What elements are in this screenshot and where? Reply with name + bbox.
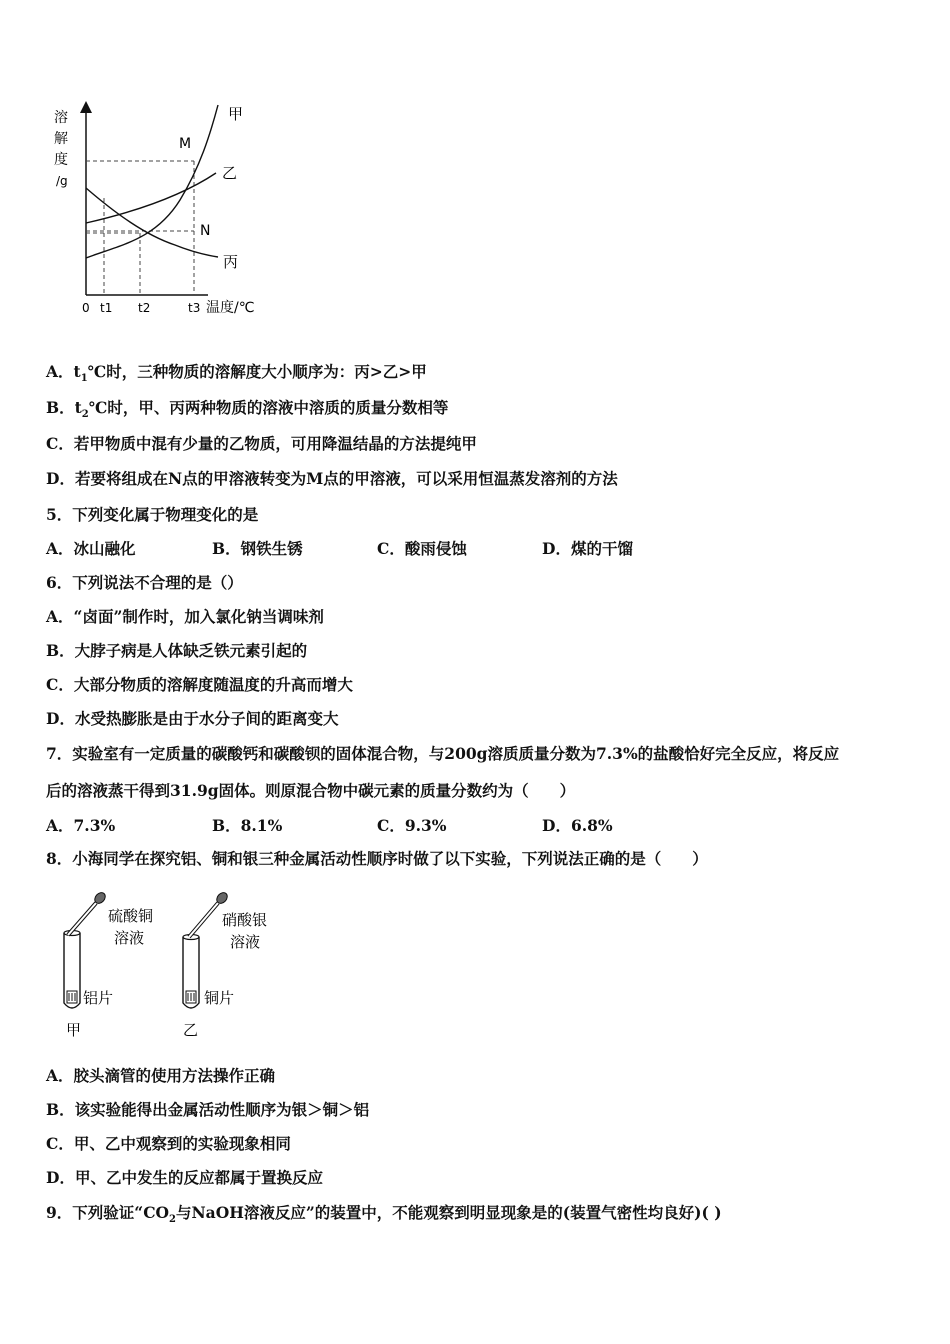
label-jia: 甲	[228, 105, 244, 123]
solubility-graph	[40, 95, 280, 330]
point-m-label: M	[179, 136, 192, 152]
q8-option-d: D．甲、乙中发生的反应都属于置换反应	[46, 1168, 323, 1187]
q7-stem-line2: 后的溶液蒸干得到31.9g固体。则原混合物中碳元素的质量分数约为（ ）	[46, 781, 576, 800]
q7-option-a: A．7.3%	[46, 816, 116, 835]
curve-bing	[86, 188, 218, 257]
q5-option-b: B．钢铁生锈	[212, 539, 303, 558]
curve-yi	[86, 173, 216, 223]
q6-option-c: C．大部分物质的溶解度随温度的升高而增大	[46, 675, 353, 694]
test-tube-jia	[64, 931, 80, 1009]
q9-stem: 9．下列验证“$CO_2$与NaOH溶液反应”的装置中，不能观察到明显现象是的(装置气密性均良好)( )	[46, 1203, 722, 1226]
q4-option-d: D．若要将组成在N点的甲溶液转变为M点的甲溶液，可以采用恒温蒸发溶剂的方法	[46, 469, 618, 488]
yi-metal-label: 铜片	[204, 989, 235, 1007]
y-label-3: 度	[54, 152, 68, 168]
y-label-4: /g	[56, 174, 68, 188]
q4-option-c: C．若甲物质中混有少量的乙物质，可用降温结晶的方法提纯甲	[46, 434, 477, 453]
q6-stem: 6．下列说法不合理的是（）	[46, 573, 243, 592]
q5-option-a: A．冰山融化	[46, 539, 136, 558]
q8-experiment-figure	[50, 885, 290, 1045]
q7-stem-line1: 7．实验室有一定质量的碳酸钙和碳酸钡的固体混合物，与200g溶质质量分数为7.3%的盐酸恰好完全反应，将反应	[46, 744, 840, 763]
test-tube-yi	[183, 935, 199, 1009]
label-yi: 乙	[222, 164, 238, 182]
q6-option-a: A．“卤面”制作时，加入氯化钠当调味剂	[46, 607, 324, 626]
q8-option-c: C．甲、乙中观察到的实验现象相同	[46, 1134, 291, 1153]
q8-option-b: B．该实验能得出金属活动性顺序为银＞铜＞铝	[46, 1100, 370, 1119]
dropper-jia	[68, 891, 107, 935]
q5-stem: 5．下列变化属于物理变化的是	[46, 505, 259, 524]
point-n-label: N	[200, 223, 211, 239]
yi-solution-line2: 溶液	[230, 933, 261, 951]
q6-option-b: B．大脖子病是人体缺乏铁元素引起的	[46, 641, 308, 660]
q8-stem: 8．小海同学在探究铝、铜和银三种金属活动性顺序时做了以下实验，下列说法正确的是（ ）	[46, 849, 708, 868]
origin-label: 0	[82, 301, 90, 315]
jia-solution-line1: 硫酸铜	[108, 907, 154, 925]
tick-t2: t2	[138, 301, 151, 315]
y-label-2: 解	[54, 131, 68, 147]
tube-jia-label: 甲	[66, 1021, 82, 1039]
q5-option-d: D．煤的干馏	[542, 539, 633, 558]
jia-metal-label: 铝片	[83, 989, 114, 1007]
q5-option-c: C．酸雨侵蚀	[377, 539, 467, 558]
q6-option-d: D．水受热膨胀是由于水分子间的距离变大	[46, 709, 339, 728]
x-axis-label: 温度/℃	[206, 300, 255, 316]
q7-option-b: B．8.1%	[212, 816, 283, 835]
tick-t3: t3	[188, 301, 201, 315]
y-label-1: 溶	[54, 110, 68, 126]
label-bing: 丙	[223, 253, 239, 271]
q8-option-a: A．胶头滴管的使用方法操作正确	[46, 1066, 276, 1085]
q7-option-d: D．6.8%	[542, 816, 613, 835]
tick-t1: t1	[100, 301, 113, 315]
yi-solution-line1: 硝酸银	[222, 911, 268, 929]
q7-option-c: C．9.3%	[377, 816, 447, 835]
tube-yi-label: 乙	[183, 1021, 199, 1039]
jia-solution-line2: 溶液	[114, 929, 145, 947]
q4-option-a: A．$t_1℃$时，三种物质的溶解度大小顺序为：丙>乙>甲	[46, 362, 427, 385]
q4-option-b: B．$t_2℃$时，甲、丙两种物质的溶液中溶质的质量分数相等	[46, 398, 449, 421]
